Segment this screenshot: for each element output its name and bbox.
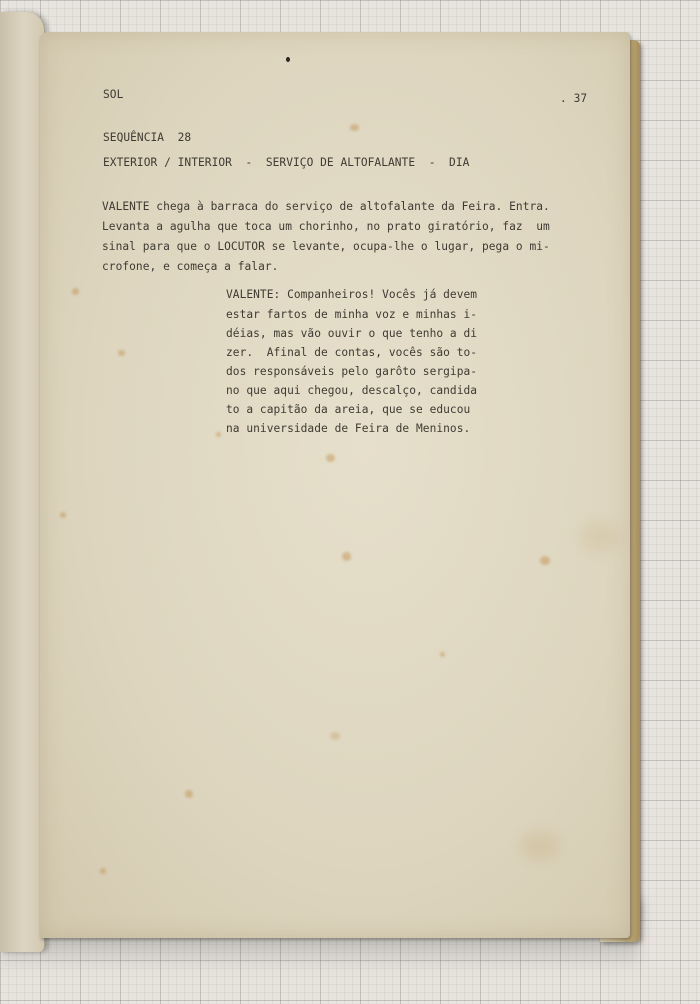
foxing-stain <box>60 512 66 518</box>
foxing-stain <box>580 522 620 552</box>
script-page <box>40 32 630 938</box>
foxing-stain <box>520 832 560 860</box>
ink-dot <box>286 57 290 62</box>
action-line: crofone, e começa a falar. <box>102 260 279 273</box>
dialogue-line: zer. Afinal de contas, vocês são to- <box>226 346 478 359</box>
foxing-stain <box>72 288 79 295</box>
foxing-stain <box>326 454 335 462</box>
page-number: . 37 <box>560 92 588 105</box>
foxing-stain <box>185 790 193 798</box>
foxing-stain <box>540 556 550 565</box>
foxing-stain <box>100 868 106 874</box>
foxing-stain <box>118 350 125 356</box>
action-line: sinal para que o LOCUTOR se levante, ocupa-lhe o lugar, pega o mi- <box>102 240 550 253</box>
sequence-number: SEQUÊNCIA 28 <box>103 131 192 144</box>
action-line: VALENTE chega à barraca do serviço de altofalante da Feira. Entra. <box>102 200 550 213</box>
action-line: Levanta a agulha que toca um chorinho, no prato giratório, faz um <box>102 220 550 233</box>
script-title: SOL <box>103 88 124 101</box>
dialogue-line: to a capitão da areia, que se educou <box>226 403 471 416</box>
dialogue-line: na universidade de Feira de Meninos. <box>226 422 471 435</box>
foxing-stain <box>440 652 445 657</box>
scene-heading: EXTERIOR / INTERIOR - SERVIÇO DE ALTOFALANTE - DIA <box>103 156 470 169</box>
previous-page-edge <box>0 12 45 952</box>
foxing-stain <box>342 552 351 561</box>
foxing-stain <box>350 124 359 131</box>
dialogue-line: dos responsáveis pelo garôto sergipa- <box>226 365 478 378</box>
dialogue-line: déias, mas vão ouvir o que tenho a di <box>226 327 478 340</box>
dialogue-line: VALENTE: Companheiros! Vocês já devem <box>226 288 478 301</box>
foxing-stain <box>216 432 221 437</box>
foxing-stain <box>330 732 340 740</box>
dialogue-line: estar fartos de minha voz e minhas i- <box>226 308 478 321</box>
dialogue-line: no que aqui chegou, descalço, candida <box>226 384 478 397</box>
